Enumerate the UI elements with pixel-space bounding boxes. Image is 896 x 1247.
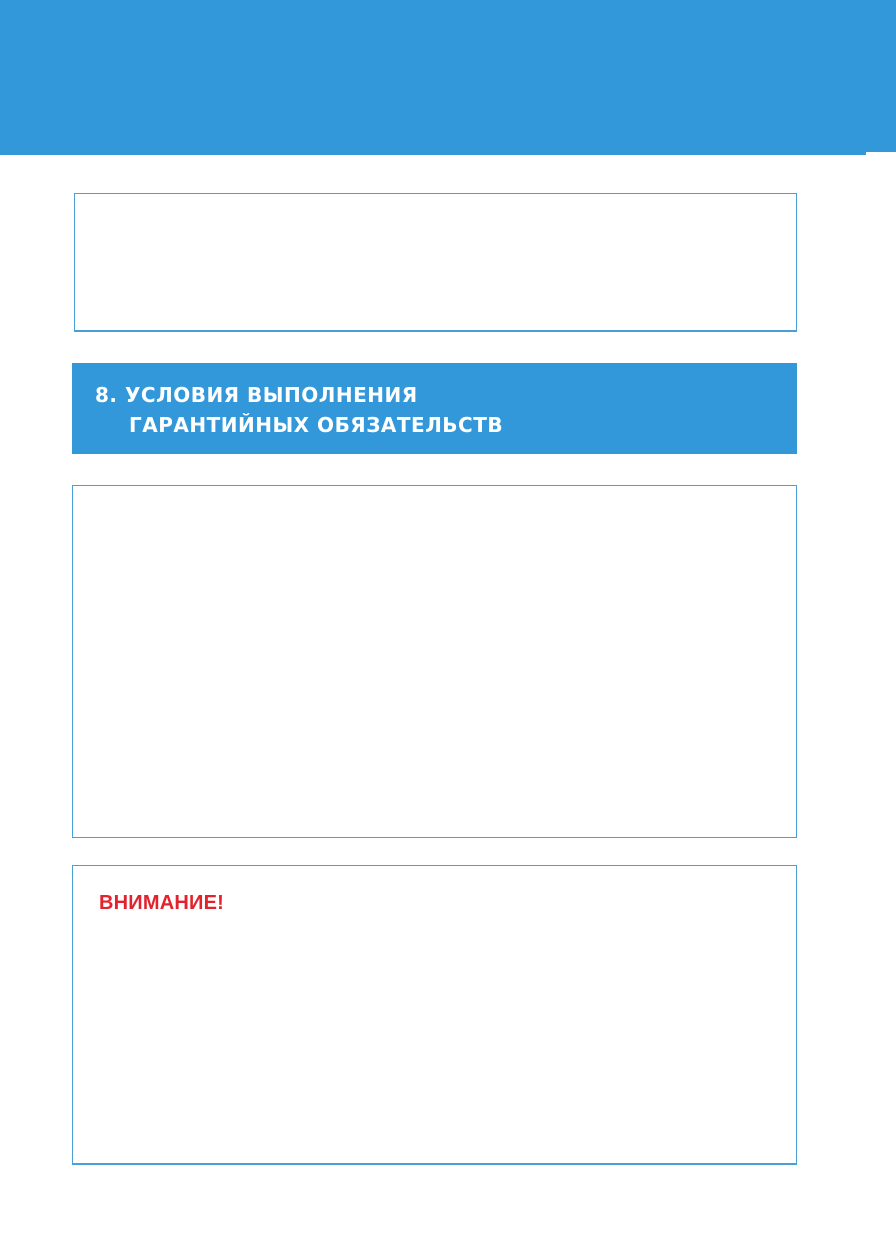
top-banner [0,0,866,155]
section-title-part1: УСЛОВИЯ ВЫПОЛНЕНИЯ [124,383,418,407]
section-number: 8. [95,383,118,407]
warning-box [72,865,797,1165]
section-title-line2: ГАРАНТИЙНЫХ ОБЯЗАТЕЛЬСТВ [129,413,504,437]
warranty-conditions-box [72,485,797,838]
top-info-box [74,193,797,332]
section-title-line1 [95,383,418,407]
section-header [72,363,797,454]
warning-title: ВНИМАНИЕ! [99,892,224,914]
top-banner-edge [866,0,896,152]
